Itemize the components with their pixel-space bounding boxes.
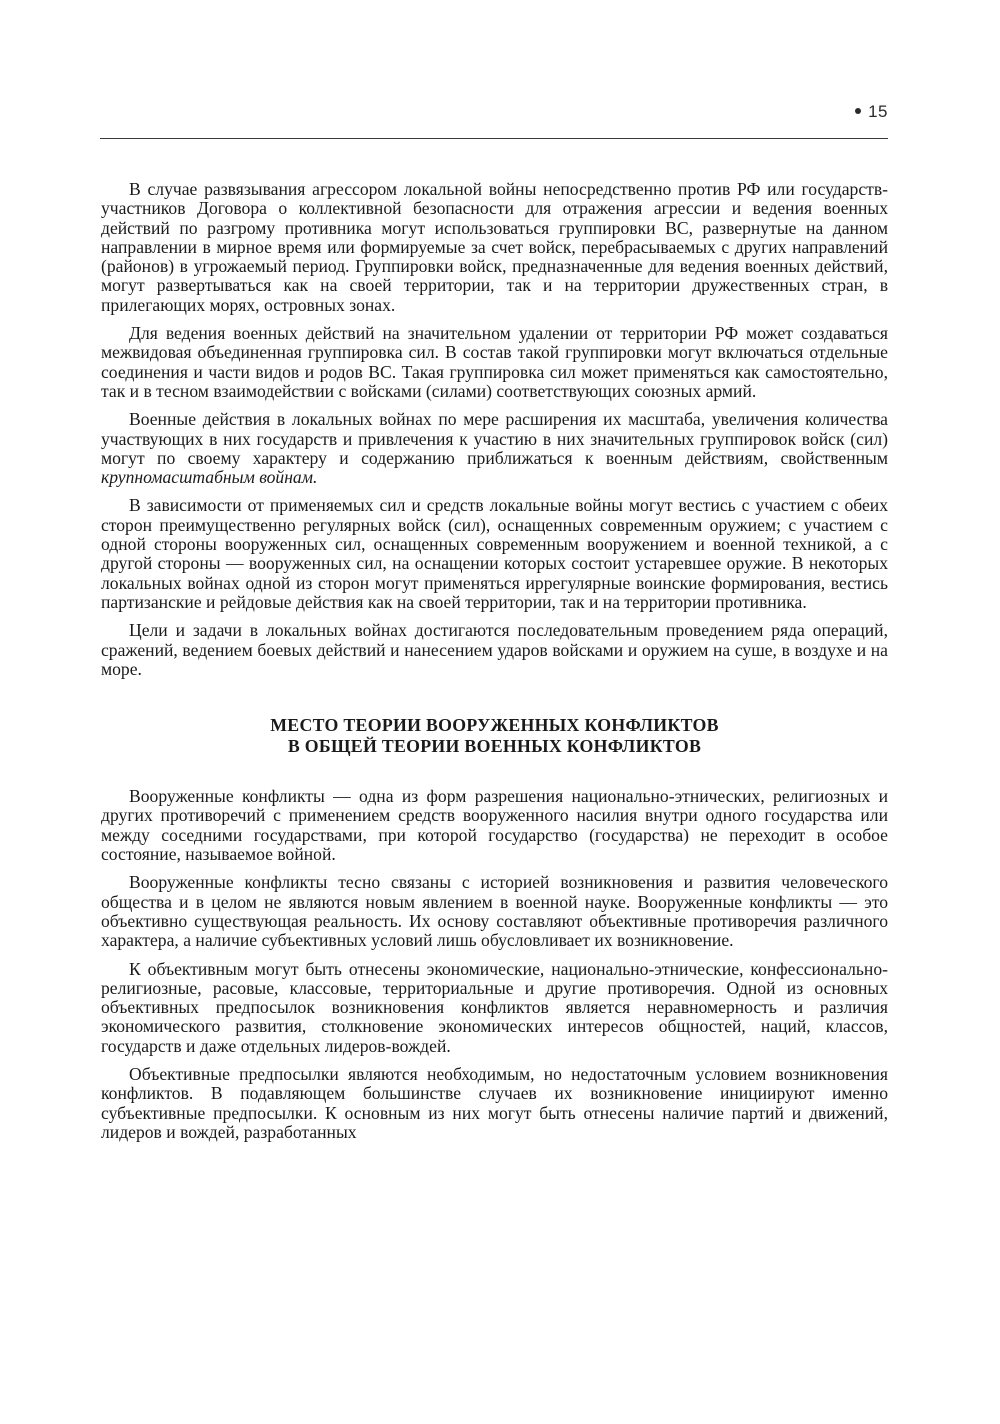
section-heading: [101, 715, 888, 757]
paragraph: Вооруженные конфликты — одна из форм разрешения национально-этнических, религиозных и других противоречий с применением средств вооруженного насилия внутри одного государства или между соседними государствами, при которой государство (государства) не переходит в особое состояние, называемое войной.: [101, 786, 888, 865]
paragraph: Объективные предпосылки являются необходимым, но недостаточным условием возникновения конфликтов. В подавляющем большинстве случаев их возникновение инициируют именно субъективные предпосылки. К основным из них могут быть отнесены наличие партий и движений, лидеров и вождей, разработанных: [101, 1063, 888, 1142]
bullet-dot-icon: [855, 108, 861, 114]
section-heading-line: В ОБЩЕЙ ТЕОРИИ ВОЕННЫХ КОНФЛИКТОВ: [287, 736, 702, 757]
paragraph-text: Военные действия в локальных войнах по мере расширения их масштаба, увеличения количества участвующих в них государств и привлечения к участию в них значительных группировок войск (сил) могут по своему характеру и содержанию приближаться к военным действиям, свойственным: [101, 409, 888, 468]
paragraph: Вооруженные конфликты тесно связаны с историей возникновения и развития человеческого общества и в целом не являются новым явлением в военной науке. Вооруженные конфликты — это объективно существующая реальность. Их основу составляют объективные противоречия различного характера, а наличие субъективных условий лишь обусловливает их возникновение.: [101, 872, 888, 951]
section-heading-line: МЕСТО ТЕОРИИ ВООРУЖЕННЫХ КОНФЛИКТОВ: [270, 715, 719, 736]
paragraph: Цели и задачи в локальных войнах достигаются последовательным проведением ряда операций, сражений, ведением боевых действий и нанесением ударов войсками и оружием на суше, в воздухе и на море.: [101, 620, 888, 679]
page-header: [100, 96, 888, 139]
paragraph: Для ведения военных действий на значительном удалении от территории РФ может создаваться межвидовая объединенная группировка сил. В состав такой группировки могут включаться отдельные соединения и части видов и родов ВС. Такая группировка сил может применяться как самостоятельно, так и в тесном взаимодействии с войсками (силами) соответствующих союзных армий.: [101, 323, 888, 401]
page-body: [101, 180, 888, 1151]
page-number: [855, 102, 888, 122]
paragraph: В зависимости от применяемых сил и средств локальные войны могут вестись с участием с обеих сторон преимущественно регулярных войск (сил), оснащенных современным оружием; с участием с одной стороны вооруженных сил, оснащенных современным вооружением и военной техникой, а с другой стороны — вооруженных сил, на оснащении которых состоит устаревшее оружие. В некоторых локальных войнах одной из сторон могут применяться иррегулярные воинские формирования, вестись партизанские и рейдовые действия как на своей территории, так и на территории противника.: [101, 495, 888, 612]
page-number-value: 15: [868, 102, 888, 121]
paragraph: К объективным могут быть отнесены экономические, национально-этнические, конфессионально-религиозные, расовые, классовые, территориальные и другие противоречия. Одной из основных объективных предпосылок возникновения конфликтов является неравномерность и различия экономического развития, столкновение экономических интересов общностей, наций, классов, государств и даже отдельных лидеров-вождей.: [101, 958, 888, 1056]
paragraph: [101, 410, 888, 487]
paragraph: В случае развязывания агрессором локальной войны непосредственно против РФ или государств-участников Договора о коллективной безопасности для отражения агрессии и ведения военных действий по разгрому противника могут использоваться группировки ВС, развернутые на данном направлении в мирное время или формируемые за счет войск, перебрасываемых с других направлений (районов) в угрожаемый период. Группировки войск, предназначенные для ведения военных действий, могут развертываться как на своей территории, так и на территории дружественных стран, в прилегающих морях, островных зонах.: [101, 179, 888, 315]
emphasized-term: крупномасштабным войнам.: [101, 467, 318, 488]
